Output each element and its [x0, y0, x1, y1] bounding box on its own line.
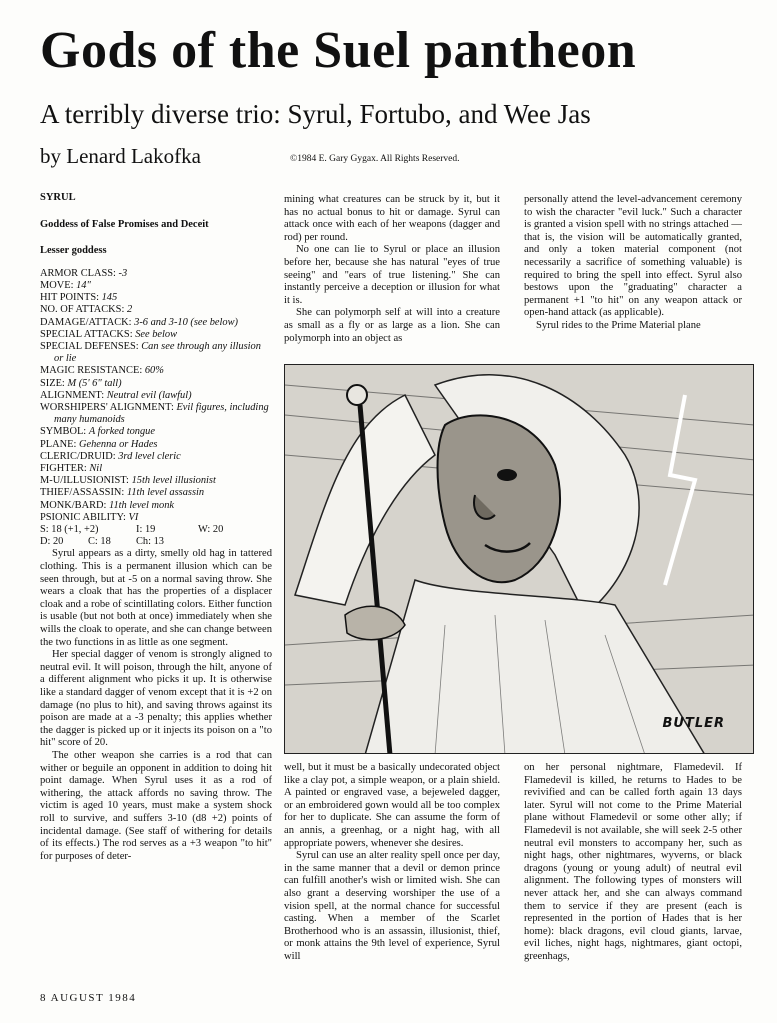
stat-line: [40, 390, 272, 402]
rod-head: [347, 385, 367, 405]
deity-name: SYRUL: [40, 192, 76, 203]
ability-score: Ch: 13: [136, 536, 165, 548]
stat-label: MONK/BARD:: [40, 499, 107, 511]
ability-score: D: 20: [40, 536, 64, 548]
stat-line: [40, 402, 272, 426]
stat-label: PSIONIC ABILITY:: [40, 511, 126, 523]
stat-value: VI: [128, 511, 139, 523]
body-paragraph: mining what creatures can be struck by it, but it has no actual bonus to hit or damage. Syrul can attack once with each of her weapons (dagger and rod) per round.: [284, 194, 500, 243]
stat-value: 11th level monk: [109, 499, 175, 511]
stat-value: 14": [76, 279, 91, 291]
stat-label: SIZE:: [40, 377, 65, 389]
stat-line: [40, 487, 272, 499]
stat-label: FIGHTER:: [40, 463, 87, 475]
stat-line: [40, 365, 272, 377]
stat-value: 3-6 and 3-10 (see below): [134, 316, 239, 328]
ability-score: I: 19: [136, 524, 156, 536]
column-3-bottom: [524, 762, 742, 982]
stat-line: [40, 280, 272, 292]
stat-value: 15th level illusionist: [131, 475, 216, 487]
column-2-bottom: [284, 762, 500, 982]
deity-rank: Lesser goddess: [40, 245, 107, 257]
body-paragraph: Syrul appears as a dirty, smelly old hag in tattered clothing. This is a permanent illusion which can be seen through, but at -5 on a normal saving throw. She wears a cloak that has the properties of a displacer cloak and a robe of scintillating colors. Either function is usable (but not both at once) immediately when she wills the cloak to operate, and she can change between the two functions in as little as one segment.: [40, 548, 272, 648]
stat-line: [40, 451, 272, 463]
stat-label: NO. OF ATTACKS:: [40, 304, 125, 316]
stat-value: A forked tongue: [88, 426, 155, 438]
stat-label: CLERIC/DRUID:: [40, 450, 116, 462]
ability-score: S: 18 (+1, +2): [40, 524, 99, 536]
hag-drawing: [285, 365, 754, 754]
stat-line: [40, 317, 272, 329]
stat-value: 11th level assassin: [126, 487, 205, 499]
hag-eye: [497, 469, 517, 481]
copyright-notice: ©1984 E. Gary Gygax. All Rights Reserved.: [290, 154, 460, 164]
article-title: Gods of the Suel pantheon: [40, 22, 637, 79]
stat-value: 3rd level cleric: [118, 450, 181, 462]
stat-line: [40, 378, 272, 390]
stat-value: Can see through any illusion or lie: [54, 341, 261, 365]
artist-signature: BUTLER: [662, 716, 725, 731]
column-3-top: [524, 194, 742, 354]
ability-score: C: 18: [88, 536, 111, 548]
stat-line: [40, 475, 272, 487]
body-paragraph: Syrul rides to the Prime Material plane: [536, 319, 701, 331]
stat-label: ALIGNMENT:: [40, 389, 105, 401]
stat-line: [40, 304, 272, 316]
stat-line: [40, 268, 272, 280]
article-subtitle: A terribly diverse trio: Syrul, Fortubo, and Wee Jas: [40, 99, 591, 129]
stat-label: THIEF/ASSASSIN:: [40, 487, 125, 499]
stat-value: 2: [126, 304, 133, 316]
stat-label: SYMBOL:: [40, 426, 87, 438]
body-paragraph: Syrul can use an alter reality spell once per day, in the same manner that a devil or demon prince can fulfill another's wish or limited wish. She can also grant a deserving worshiper the use of a vision spell, at the normal chance for successful casting. When a member of the Scarlet Brotherhood who is an assassin, illusionist, thief, or monk attains the 9th level of experience, Syrul will: [284, 850, 500, 962]
stat-label: DAMAGE/ATTACK:: [40, 316, 132, 328]
author-byline: by Lenard Lakofka: [40, 144, 201, 168]
stat-label: PLANE:: [40, 438, 77, 450]
column-1: [40, 192, 272, 982]
deity-epithet: Goddess of False Promises and Deceit: [40, 218, 209, 230]
stat-label: ARMOR CLASS:: [40, 267, 116, 279]
body-paragraph: on her personal nightmare, Flamedevil. If Flamedevil is killed, he returns to Hades to be revivified and can be called forth again 13 days later. Syrul will not come to the Prime Material plane without Flamedevil or some other ally; if Flamedevil is not available, she will seek 2-5 other neutral evil monsters to accompany her, such as night hags, other nightmares, wyverns, or black dragons (young or young adult) of neutral evil alignment. The following types of monsters will never attack her, and she can always command them to service if they are present (each is represented in the portion of Hades that is her home): black dragons, evil cloud giants, larvae, evil liches, night hags, nightmares, giant octopi, greenhags,: [524, 762, 742, 962]
ability-score: W: 20: [198, 524, 224, 536]
body-paragraph: well, but it must be a basically undecorated object like a clay pot, a simple weapon, or a plain shield. A painted or engraved vase, a bejeweled dagger, or an embroidered gown would all be too complex for her to duplicate. She can assume the form of an annis, a greenhag, or a night hag, with all appropriate powers, whenever she desires.: [284, 762, 500, 849]
column-2-top: [284, 194, 500, 356]
stat-line: [40, 439, 272, 451]
body-paragraph: She can polymorph self at will into a creature as small as a fly or as large as a lion. She can polymorph into an object as: [284, 307, 500, 344]
body-paragraph: The other weapon she carries is a rod that can wither or beguile an opponent in addition to doing hit point damage. When Syrul uses it as a rod of withering, the attack affords no saving throw. The victim is aged 10 years, must make a system shock roll to survive, and suffers 3-10 (d8 +2) points of incidental damage. (See staff of withering for details of its effects.) The rod serves as a +3 weapon "to hit" for purposes of deter-: [40, 749, 272, 862]
body-paragraph: Her special dagger of venom is strongly aligned to neutral evil. It will poison, through the hilt, anyone of a different alignment who picks it up. It is otherwise like a standard dagger of venom except that it is +2 on damage (no plus to hit), and saving throws against its poison are made at a -3 penalty; this applies whether the dagger is picked up or it injects its poison on a "to hit" score of 20.: [40, 649, 272, 749]
stat-block: [40, 268, 272, 524]
stat-line: [40, 341, 272, 365]
stat-value: 60%: [144, 365, 164, 377]
ability-scores-row: [40, 524, 272, 536]
body-paragraph: personally attend the level-advancement ceremony to wish the character "evil luck." Such a character is granted a vision spell with no strings attached — that is, the vision will be automatically granted, and only a token material component (not necessarily a sacrifice of something valuable) is required to bring the spell into effect. Syrul also bestows upon the "graduating" character a permanent +1 "to hit" on any weapon attack or open-hand attack (as applicable).: [524, 194, 742, 319]
stat-value: See below: [135, 328, 178, 340]
stat-label: SPECIAL ATTACKS:: [40, 328, 133, 340]
stat-value: 145: [101, 292, 118, 304]
stat-label: HIT POINTS:: [40, 292, 99, 304]
stat-value: -3: [118, 267, 128, 279]
stat-line: [40, 500, 272, 512]
stat-value: Evil figures, including many humanoids: [54, 402, 269, 426]
stat-value: Gehenna or Hades: [78, 438, 158, 450]
stat-value: Nil: [89, 463, 103, 475]
stat-value: M (5' 6" tall): [67, 377, 122, 389]
stat-line: [40, 329, 272, 341]
syrul-illustration: [284, 364, 754, 754]
stat-label: MAGIC RESISTANCE:: [40, 365, 143, 377]
stat-label: SPECIAL DEFENSES:: [40, 341, 139, 352]
page-folio: 8 AUGUST 1984: [40, 992, 137, 1004]
stat-label: WORSHIPERS' ALIGNMENT:: [40, 402, 174, 414]
stat-line: [40, 463, 272, 475]
ability-scores-row: [40, 536, 272, 548]
stat-label: MOVE:: [40, 279, 74, 291]
stat-line: [40, 292, 272, 304]
stat-line: [40, 426, 272, 438]
stat-value: Neutral evil (lawful): [106, 389, 192, 401]
body-paragraph: No one can lie to Syrul or place an illusion before her, because she has natural "eyes of true seeing" and "ears of true listening." She can instantly perceive a deception or illusion for what it is.: [284, 244, 500, 306]
stat-label: M-U/ILLUSIONIST:: [40, 475, 129, 487]
stat-line: [40, 512, 272, 524]
